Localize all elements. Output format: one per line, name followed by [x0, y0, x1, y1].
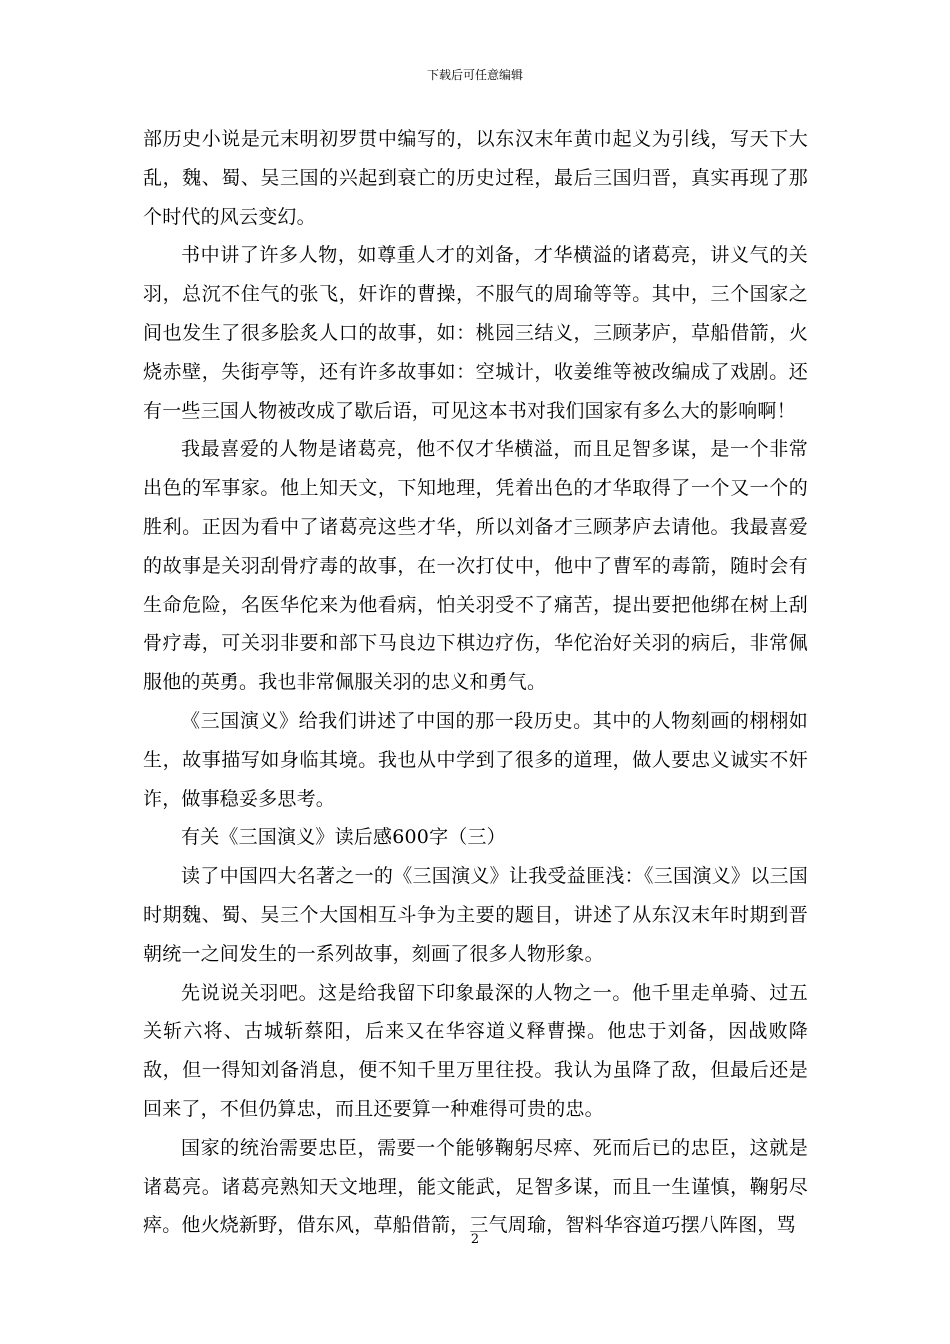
paragraph: 我最喜爱的人物是诸葛亮，他不仅才华横溢，而且足智多谋，是一个非常出色的军事家。他上知天文，下知地理，凭着出色的才华取得了一个又一个的胜利。正因为看中了诸葛亮这些才华，所以刘备才三顾茅庐去请他。我最喜爱的故事是关羽刮骨疗毒的故事，在一次打仗中，他中了曹军的毒箭，随时会有生命危险，名医华佗来为他看病，怕关羽受不了痛苦，提出要把他绑在树上刮骨疗毒，可关羽非要和部下马良边下棋边疗伤，华佗治好关羽的病后，非常佩服他的英勇。我也非常佩服关羽的忠义和勇气。 [143, 438, 808, 694]
paragraph: 读了中国四大名著之一的《三国演义》让我受益匪浅：《三国演义》以三国时期魏、蜀、吴三个大国相互斗争为主要的题目，讲述了从东汉末年时期到晋朝统一之间发生的一系列故事，刻画了很多人物形象。 [143, 865, 808, 965]
paragraph: 部历史小说是元末明初罗贯中编写的，以东汉末年黄巾起义为引线，写天下大乱，魏、蜀、吴三国的兴起到衰亡的历史过程，最后三国归晋，真实再现了那个时代的风云变幻。 [143, 128, 808, 228]
paragraph: 《三国演义》给我们讲述了中国的那一段历史。其中的人物刻画的栩栩如生，故事描写如身临其境。我也从中学到了很多的道理，做人要忠义诚实不奸诈，做事稳妥多思考。 [143, 709, 808, 810]
paragraph: 先说说关羽吧。这是给我留下印象最深的人物之一。他千里走单骑、过五关斩六将、古城斩蔡阳，后来又在华容道义释曹操。他忠于刘备，因战败降敌，但一得知刘备消息，便不知千里万里往投。我认为虽降了敌，但最后还是回来了，不但仍算忠，而且还要算一种难得可贵的忠。 [143, 981, 808, 1120]
section-heading: 有关《三国演义》读后感600字（三） [181, 826, 506, 849]
paragraph: 国家的统治需要忠臣，需要一个能够鞠躬尽瘁、死而后已的忠臣，这就是诸葛亮。诸葛亮熟知天文地理，能文能武，足智多谋，而且一生谨慎，鞠躬尽瘁。他火烧新野，借东风，草船借箭，三气周瑜，智料华容道巧摆八阵图，骂 [143, 1136, 808, 1237]
paragraph: 书中讲了许多人物，如尊重人才的刘备，才华横溢的诸葛亮，讲义气的关羽，总沉不住气的张飞，奸诈的曹操，不服气的周瑜等等。其中，三个国家之间也发生了很多脍炙人口的故事，如：桃园三结义，三顾茅庐，草船借箭，火烧赤壁，失街亭等，还有许多故事如：空城计，收姜维等被改编成了戏剧。还有一些三国人物被改成了歇后语，可见这本书对我们国家有多么大的影响啊！ [143, 244, 808, 422]
document-body [143, 120, 808, 1245]
page-number: 2 [470, 1232, 480, 1247]
page-header: 下载后可任意编辑 [426, 68, 523, 82]
